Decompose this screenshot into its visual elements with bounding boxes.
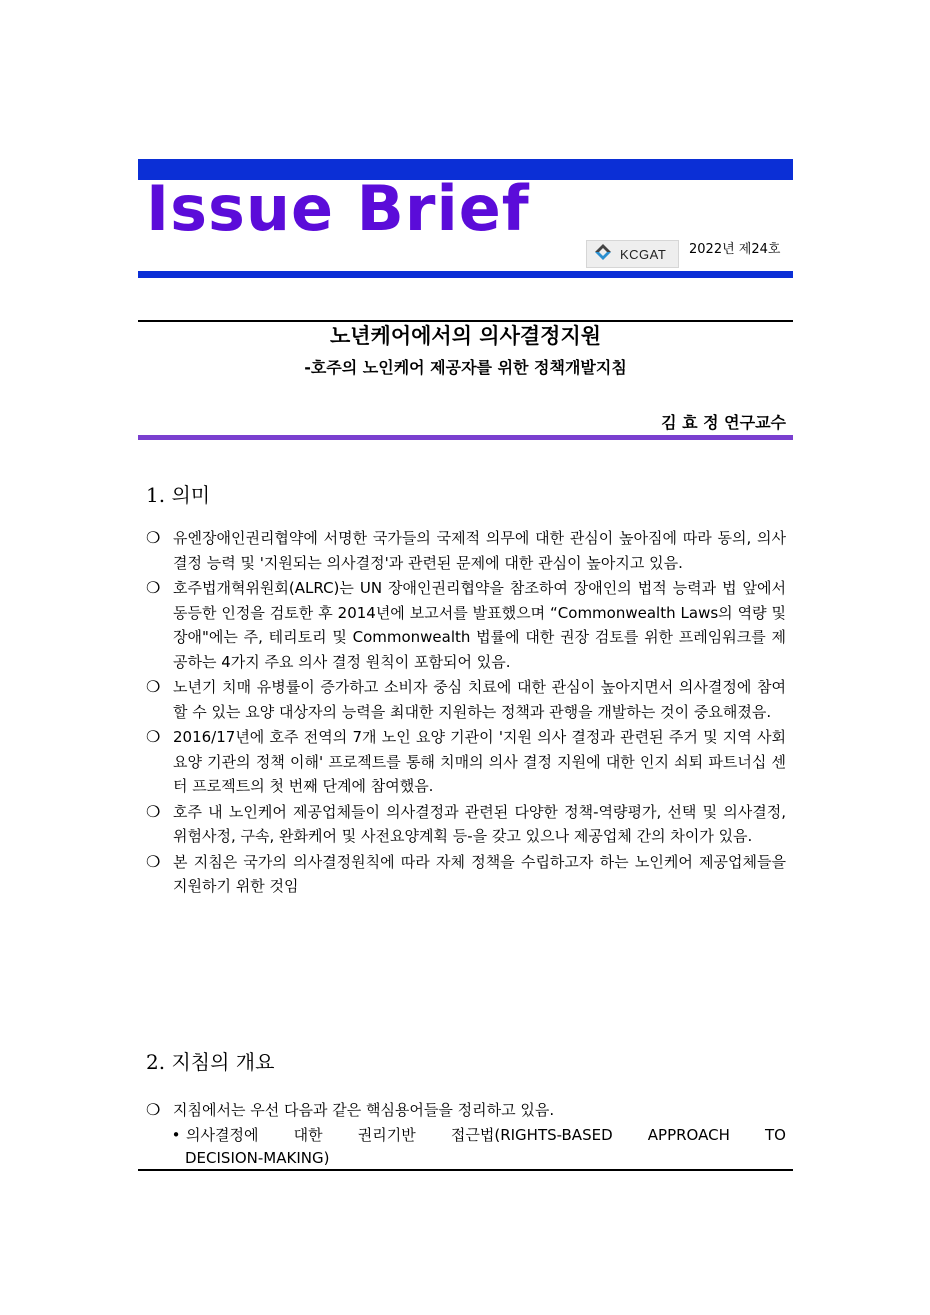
bullet-text: 본 지침은 국가의 의사결정원칙에 따라 자체 정책을 수립하고자 하는 노인케어 제공업체들을 지원하기 위한 것임 — [173, 852, 786, 895]
bullet-text: 유엔장애인권리협약에 서명한 국가들의 국제적 의무에 대한 관심이 높아짐에 따라 동의, 의사결정 능력 및 '지원되는 의사결정'과 관련된 문제에 대한 관심이 높아지고 있음. — [173, 529, 786, 572]
circle-bullet-icon: ❍ — [146, 677, 161, 696]
circle-bullet-icon: ❍ — [146, 851, 161, 871]
bullet-text: 호주법개혁위원회(ALRC)는 UN 장애인권리협약을 참조하여 장애인의 법적 능력과 법 앞에서 동등한 인정을 검토한 후 2014년에 보고서를 발표했으며 “Commonwealth Laws의 역량 및 장애"에는 주, 테리토리 및 Commonwealth 법률에 대한 권장 검토를 위한 프레임워크를 제공하는 4가지 주요 의사 결정 원칙이 포함되어 있음. — [173, 579, 787, 671]
sub-list-item — [146, 1124, 786, 1147]
section-1-heading: 1. 의미 — [146, 483, 211, 507]
circle-bullet-icon: ❍ — [146, 528, 161, 547]
author-name: 김 효 정 연구교수 — [661, 413, 786, 432]
list-item — [146, 800, 786, 849]
list-item — [146, 576, 786, 674]
issue-brief-title: Issue Brief — [146, 172, 530, 245]
list-item — [146, 675, 786, 724]
logo-text: KCGAT — [620, 246, 667, 262]
header-bottom-rule — [138, 271, 793, 278]
circle-bullet-icon: ❍ — [146, 1100, 161, 1119]
sub-bullet-continuation: DECISION-MAKING) — [185, 1148, 330, 1167]
dot-bullet-icon: • — [171, 1125, 181, 1144]
bullet-text: 2016/17년에 호주 전역의 7개 노인 요양 기관이 '지원 의사 결정과 관련된 주거 및 지역 사회 요양 기관의 정책 이해' 프로젝트를 통해 치매의 의사 결정 지원에 대한 인지 쇠퇴 파트너십 센터 프로젝트의 첫 번째 단계에 참여했음. — [173, 728, 786, 795]
document-title: 노년케어에서의 의사결정지원 — [329, 324, 602, 348]
issue-number: 2022년 제24호 — [689, 242, 781, 257]
author-rule — [138, 435, 793, 440]
kcgat-logo-icon — [593, 242, 613, 266]
section-2-bullets — [146, 1098, 786, 1170]
bullet-text: 지침에서는 우선 다음과 같은 핵심용어들을 정리하고 있음. — [173, 1101, 555, 1119]
section-2-heading: 2. 지침의 개요 — [146, 1050, 275, 1074]
circle-bullet-icon: ❍ — [146, 801, 161, 821]
section-1-bullets — [146, 526, 786, 900]
page-bottom-rule — [138, 1169, 793, 1171]
document-subtitle: -호주의 노인케어 제공자를 위한 정책개발지침 — [304, 358, 627, 377]
list-item — [146, 725, 786, 799]
bullet-text: 호주 내 노인케어 제공업체들이 의사결정과 관련된 다양한 정책-역량평가, 선택 및 의사결정, 위험사정, 구속, 완화케어 및 사전요양계획 등-을 갖고 있으나 제공업체 간의 차이가 있음. — [173, 802, 786, 845]
sub-bullet-text: 의사결정에 대한 권리기반 접근법(RIGHTS-BASED APPROACH TO — [186, 1125, 786, 1144]
list-item — [146, 526, 786, 575]
list-item — [146, 850, 786, 899]
bullet-text: 노년기 치매 유병률이 증가하고 소비자 중심 치료에 대한 관심이 높아지면서 의사결정에 참여할 수 있는 요양 대상자의 능력을 최대한 지원하는 정책과 관행을 개발하는 것이 중요해졌음. — [173, 678, 786, 721]
kcgat-logo — [586, 240, 679, 268]
list-item — [146, 1098, 786, 1123]
circle-bullet-icon: ❍ — [146, 727, 161, 746]
circle-bullet-icon: ❍ — [146, 578, 161, 597]
